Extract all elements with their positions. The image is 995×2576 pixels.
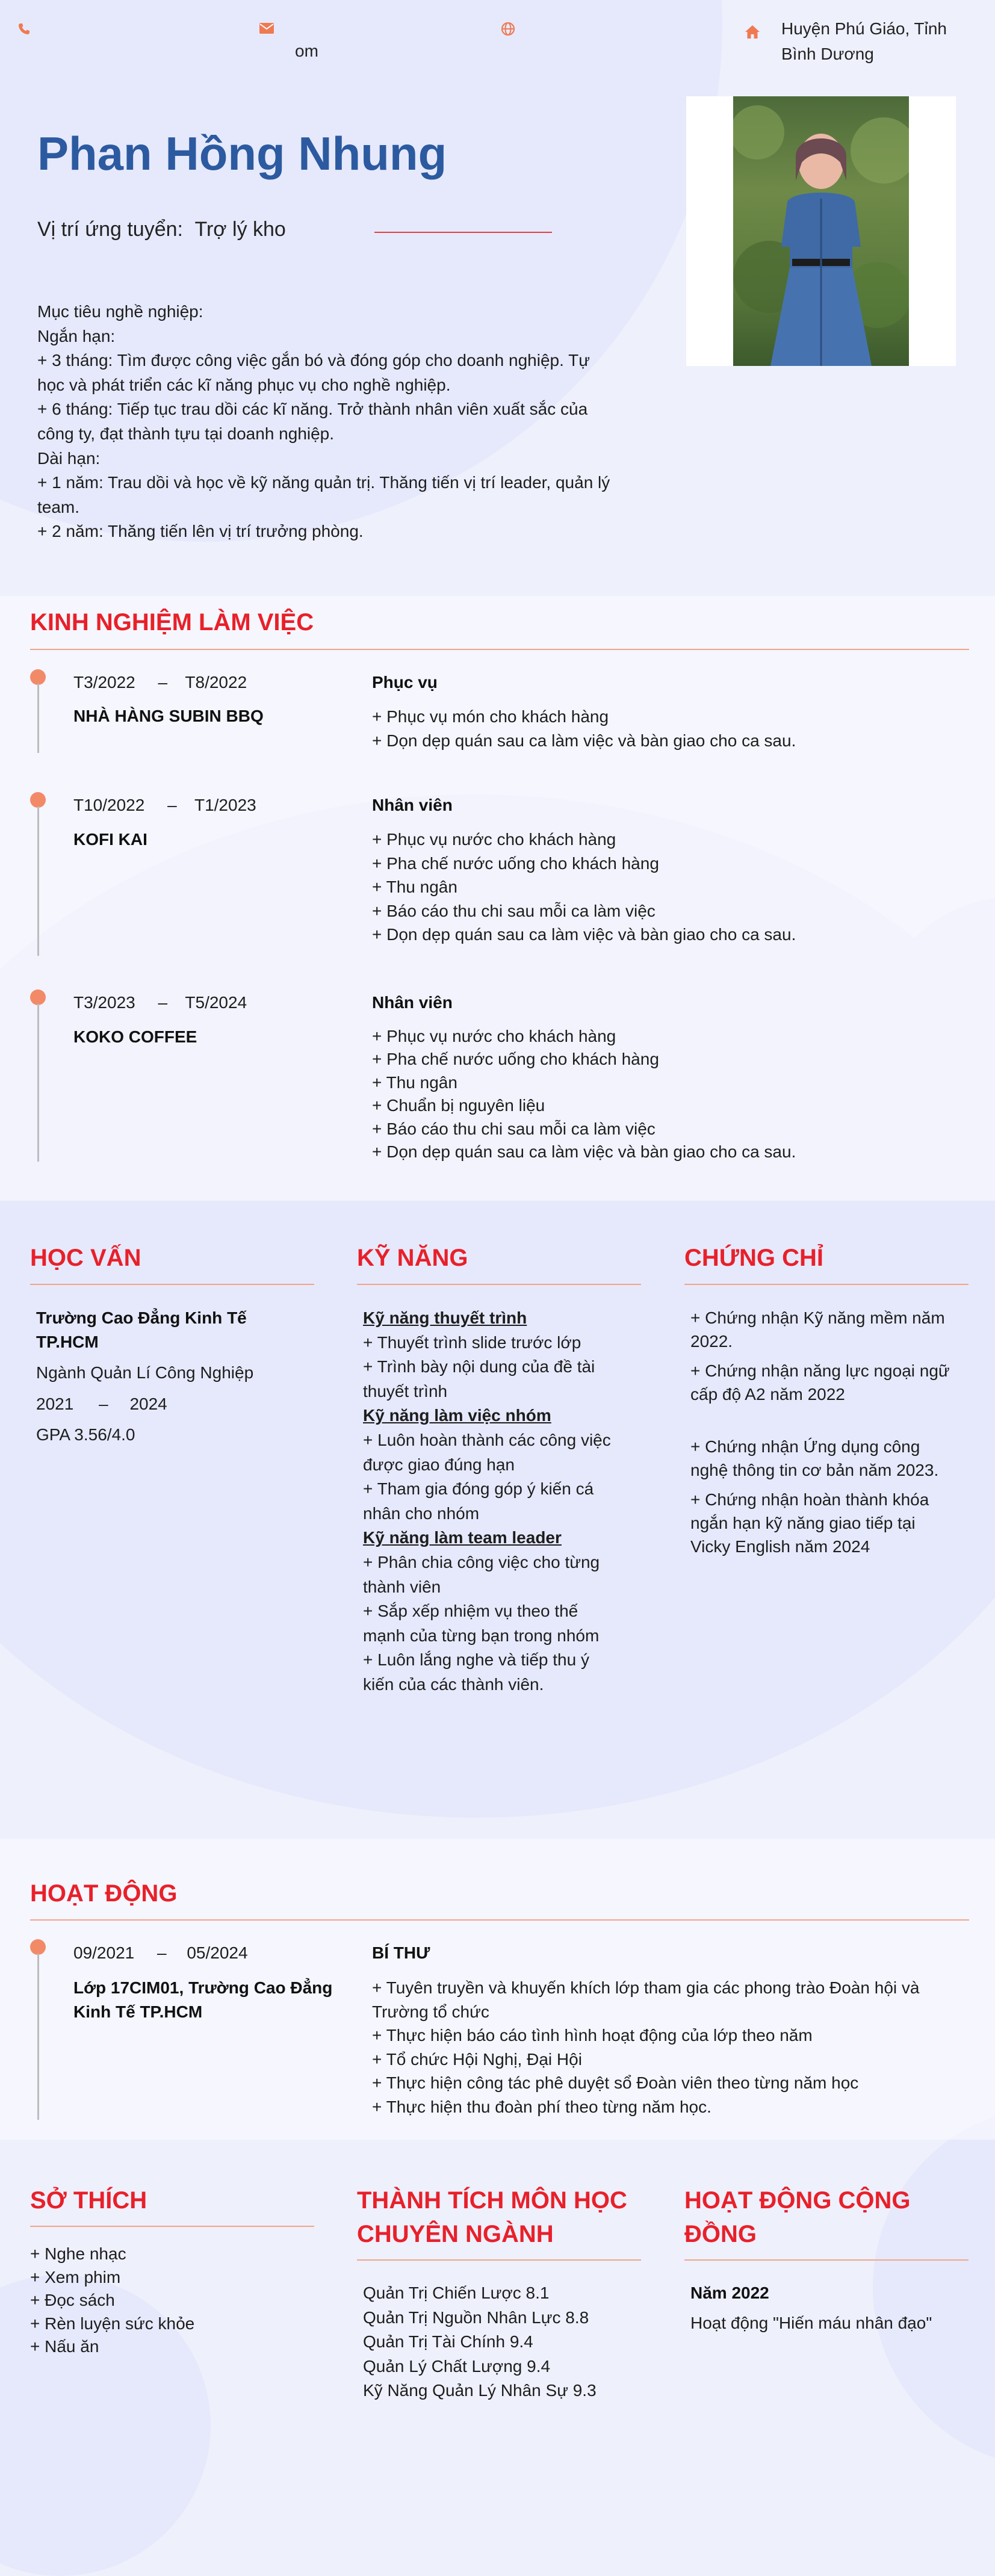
activity-task: + Thực hiện công tác phê duyệt sổ Đoàn viên theo từng năm học: [372, 2073, 859, 2093]
activity-task: + Thực hiện báo cáo tình hình hoạt động của lớp theo năm: [372, 2026, 813, 2045]
career-objective: [37, 300, 645, 544]
date-separator: –: [167, 796, 177, 814]
date-separator: –: [99, 1395, 108, 1413]
certificate-item: [690, 1306, 950, 1353]
job-start: T10/2022: [73, 796, 145, 814]
skill-line: + Luôn hoàn thành các công việc: [363, 1430, 611, 1449]
education-divider: [30, 1284, 314, 1285]
achievement-item: Kỹ Năng Quản Lý Nhân Sự 9.3: [363, 2381, 597, 2400]
skill-line: được giao đúng hạn: [363, 1455, 515, 1474]
job-end: T5/2024: [185, 993, 247, 1012]
certificate-line: + Chứng nhận Kỹ năng mềm năm: [690, 1308, 945, 1327]
certificate-line: + Chứng nhận hoàn thành khóa: [690, 1490, 929, 1509]
community-title: [684, 2184, 911, 2251]
objective-line: + 2 năm: Thăng tiến lên vị trí trưởng phòng.: [37, 522, 364, 541]
contact-bar: [0, 0, 995, 71]
objective-line: + 3 tháng: Tìm được công việc gắn bó và đóng góp cho doanh nghiệp. Tự: [37, 351, 590, 370]
hobby-item: + Đọc sách: [30, 2291, 115, 2310]
job-company: NHÀ HÀNG SUBIN BBQ: [73, 707, 264, 725]
edu-start: 2021: [36, 1395, 74, 1413]
job-task: + Phục vụ món cho khách hàng: [372, 707, 609, 726]
achievement-item: Quản Trị Tài Chính 9.4: [363, 2332, 533, 2352]
activity-task: + Tuyên truyền và khuyến khích lớp tham gia các phong trào Đoàn hội và: [372, 1978, 920, 1997]
education-title: HỌC VẤN: [30, 1245, 141, 1271]
job-task: + Dọn dẹp quán sau ca làm việc và bàn giao cho ca sau.: [372, 925, 796, 944]
community-year: Năm 2022: [690, 2283, 769, 2302]
activity-role: BÍ THƯ: [372, 1943, 430, 1962]
job-task: + Dọn dẹp quán sau ca làm việc và bàn giao cho ca sau.: [372, 1142, 796, 1162]
skill-line: mạnh của từng bạn trong nhóm: [363, 1626, 600, 1645]
skill-line: + Tham gia đóng góp ý kiến cá: [363, 1479, 594, 1499]
skill-line: + Trình bày nội dung của đề tài: [363, 1357, 595, 1376]
achievement-item: Quản Trị Nguồn Nhân Lực 8.8: [363, 2308, 589, 2327]
achievements-title-line: THÀNH TÍCH MÔN HỌC: [357, 2187, 627, 2214]
major: Ngành Quản Lí Công Nghiệp: [36, 1363, 254, 1382]
job-task: + Dọn dẹp quán sau ca làm việc và bàn giao cho ca sau.: [372, 731, 796, 750]
job-task: + Thu ngân: [372, 1073, 457, 1092]
date-separator: –: [158, 673, 168, 692]
position-row: [37, 218, 286, 241]
date-separator: –: [157, 1943, 167, 1962]
job-company: KOKO COFFEE: [73, 1027, 197, 1046]
job-dates: [73, 670, 247, 695]
position-label: Vị trí ứng tuyển:: [37, 218, 183, 241]
position-divider: [374, 232, 552, 233]
objective-line: + 6 tháng: Tiếp tục trau dồi các kĩ năng. Trở thành nhân viên xuất sắc của: [37, 400, 588, 419]
skill-heading: Kỹ năng thuyết trình: [363, 1308, 527, 1327]
activity-task: + Tổ chức Hội Nghị, Đại Hội: [372, 2049, 582, 2069]
job-task: + Phục vụ nước cho khách hàng: [372, 830, 616, 849]
timeline-bar: [37, 684, 39, 753]
skills-list: [363, 1306, 611, 1697]
certificate-line: cấp độ A2 năm 2022: [690, 1385, 845, 1404]
education-dates: [36, 1392, 167, 1416]
skill-heading: Kỹ năng làm team leader: [363, 1528, 562, 1547]
objective-line: team.: [37, 497, 80, 516]
timeline-dot: [30, 669, 46, 685]
achievement-item: Quản Lý Chất Lượng 9.4: [363, 2356, 551, 2376]
timeline-dot: [30, 792, 46, 808]
skill-line: nhân cho nhóm: [363, 1503, 480, 1523]
certificate-line: nghệ thông tin cơ bản năm 2023.: [690, 1461, 939, 1479]
activity-org: [73, 1976, 332, 2024]
edu-end: 2024: [129, 1395, 167, 1413]
date-separator: –: [158, 993, 168, 1012]
school-name: [36, 1306, 247, 1354]
job-task: + Chuẩn bị nguyên liệu: [372, 1096, 545, 1115]
skills-title: KỸ NĂNG: [357, 1245, 468, 1271]
job-dates: [73, 793, 256, 817]
job-tasks: [372, 1025, 796, 1163]
job-task: + Pha chế nước uống cho khách hàng: [372, 1050, 659, 1069]
job-task: + Pha chế nước uống cho khách hàng: [372, 853, 659, 873]
activities-divider: [30, 1919, 969, 1921]
activity-dates: [73, 1941, 248, 1965]
activity-task: Trường tổ chức: [372, 2002, 489, 2021]
job-role: Phục vụ: [372, 673, 438, 692]
job-task: + Thu ngân: [372, 878, 457, 897]
position-value: Trợ lý kho: [194, 218, 286, 241]
skill-line: thuyết trình: [363, 1381, 448, 1401]
skill-line: thành viên: [363, 1577, 441, 1596]
skill-heading: Kỹ năng làm việc nhóm: [363, 1406, 551, 1425]
certificate-line: 2022.: [690, 1332, 733, 1351]
hobbies-divider: [30, 2226, 314, 2227]
certificate-item: [690, 1359, 950, 1406]
timeline-bar: [37, 1954, 39, 2120]
objective-line: + 1 năm: Trau dồi và học về kỹ năng quản trị. Thăng tiến vị trí leader, quản lý: [37, 473, 610, 492]
hobbies-list: [30, 2243, 194, 2359]
timeline-dot: [30, 989, 46, 1005]
certificate-line: + Chứng nhận Ứng dụng công: [690, 1437, 920, 1456]
home-icon: [744, 24, 761, 43]
gpa: GPA 3.56/4.0: [36, 1425, 135, 1444]
community-activity: Hoạt động "Hiến máu nhân đạo": [690, 2314, 932, 2332]
achievements-title-line: CHUYÊN NGÀNH: [357, 2221, 554, 2247]
objective-line: Mục tiêu nghề nghiệp:: [37, 302, 203, 321]
activity-task: + Thực hiện thu đoàn phí theo từng năm học.: [372, 2097, 711, 2116]
school-line: TP.HCM: [36, 1333, 99, 1351]
org-line: Kinh Tế TP.HCM: [73, 2002, 203, 2021]
candidate-name: Phan Hồng Nhung: [37, 127, 447, 180]
achievements-list: [363, 2281, 597, 2403]
activity-end: 05/2024: [187, 1943, 248, 1962]
activities-title: HOẠT ĐỘNG: [30, 1880, 178, 1907]
community-divider: [684, 2259, 969, 2261]
job-start: T3/2023: [73, 993, 135, 1012]
skill-line: + Luôn lắng nghe và tiếp thu ý: [363, 1650, 589, 1670]
job-role: Nhân viên: [372, 993, 453, 1012]
address-line1: Huyện Phú Giáo, Tỉnh: [781, 19, 947, 38]
hobby-item: + Xem phim: [30, 2267, 121, 2287]
job-tasks: [372, 705, 796, 752]
email-text: om: [295, 42, 318, 60]
job-task: + Phục vụ nước cho khách hàng: [372, 1027, 616, 1045]
job-start: T3/2022: [73, 673, 135, 692]
certificate-line: + Chứng nhận năng lực ngoại ngữ: [690, 1361, 950, 1380]
certificate-line: Vicky English năm 2024: [690, 1537, 870, 1556]
community-title-line: HOẠT ĐỘNG CỘNG: [684, 2187, 911, 2214]
job-end: T8/2022: [185, 673, 247, 692]
certificate-item: [690, 1435, 950, 1482]
timeline-dot: [30, 1939, 46, 1955]
experience-title: KINH NGHIỆM LÀM VIỆC: [30, 609, 314, 636]
school-line: Trường Cao Đẳng Kinh Tế: [36, 1308, 247, 1327]
profile-photo: [686, 96, 956, 366]
certificates-divider: [684, 1284, 969, 1285]
hobby-item: + Nấu ăn: [30, 2337, 99, 2356]
job-task: + Báo cáo thu chi sau mỗi ca làm việc: [372, 901, 656, 920]
job-end: T1/2023: [194, 796, 256, 814]
hobbies-title: SỞ THÍCH: [30, 2187, 147, 2214]
achievements-divider: [357, 2259, 641, 2261]
activity-tasks: [372, 1976, 919, 2119]
activity-start: 09/2021: [73, 1943, 135, 1962]
skill-line: + Phân chia công việc cho từng: [363, 1552, 600, 1571]
objective-line: công ty, đạt thành tựu tại doanh nghiệp.: [37, 424, 335, 443]
community-title-line: ĐỒNG: [684, 2221, 757, 2247]
hobby-item: + Rèn luyện sức khỏe: [30, 2314, 195, 2333]
timeline-bar: [37, 1004, 39, 1162]
experience-divider: [30, 649, 969, 650]
job-company: KOFI KAI: [73, 830, 147, 849]
address-line2: Bình Dương: [781, 45, 874, 63]
job-role: Nhân viên: [372, 796, 453, 814]
job-dates: [73, 991, 247, 1015]
timeline-bar: [37, 807, 39, 956]
photo-image: [733, 96, 909, 366]
phone-icon: [17, 22, 31, 40]
job-tasks: [372, 828, 796, 947]
certificates-title: CHỨNG CHỈ: [684, 1245, 823, 1271]
skill-line: + Sắp xếp nhiệm vụ theo thế: [363, 1602, 578, 1621]
email-icon: [259, 22, 274, 39]
job-task: + Báo cáo thu chi sau mỗi ca làm việc: [372, 1119, 656, 1138]
skills-divider: [357, 1284, 641, 1285]
certificate-item: [690, 1488, 950, 1558]
achievements-title: [357, 2184, 627, 2251]
certificate-line: ngắn hạn kỹ năng giao tiếp tại: [690, 1514, 916, 1532]
objective-line: Ngắn hạn:: [37, 326, 116, 345]
certificates-list: [690, 1306, 950, 1558]
achievement-item: Quản Trị Chiến Lược 8.1: [363, 2283, 550, 2302]
org-line: Lớp 17CIM01, Trường Cao Đẳng: [73, 1978, 333, 1997]
objective-line: học và phát triển các kĩ năng phục vụ cho nghề nghiệp.: [37, 375, 451, 394]
skill-line: kiến của các thành viên.: [363, 1674, 544, 1694]
skill-line: + Thuyết trình slide trước lớp: [363, 1333, 581, 1352]
hobby-item: + Nghe nhạc: [30, 2244, 126, 2263]
objective-line: Dài hạn:: [37, 448, 101, 468]
globe-icon: [501, 22, 515, 40]
